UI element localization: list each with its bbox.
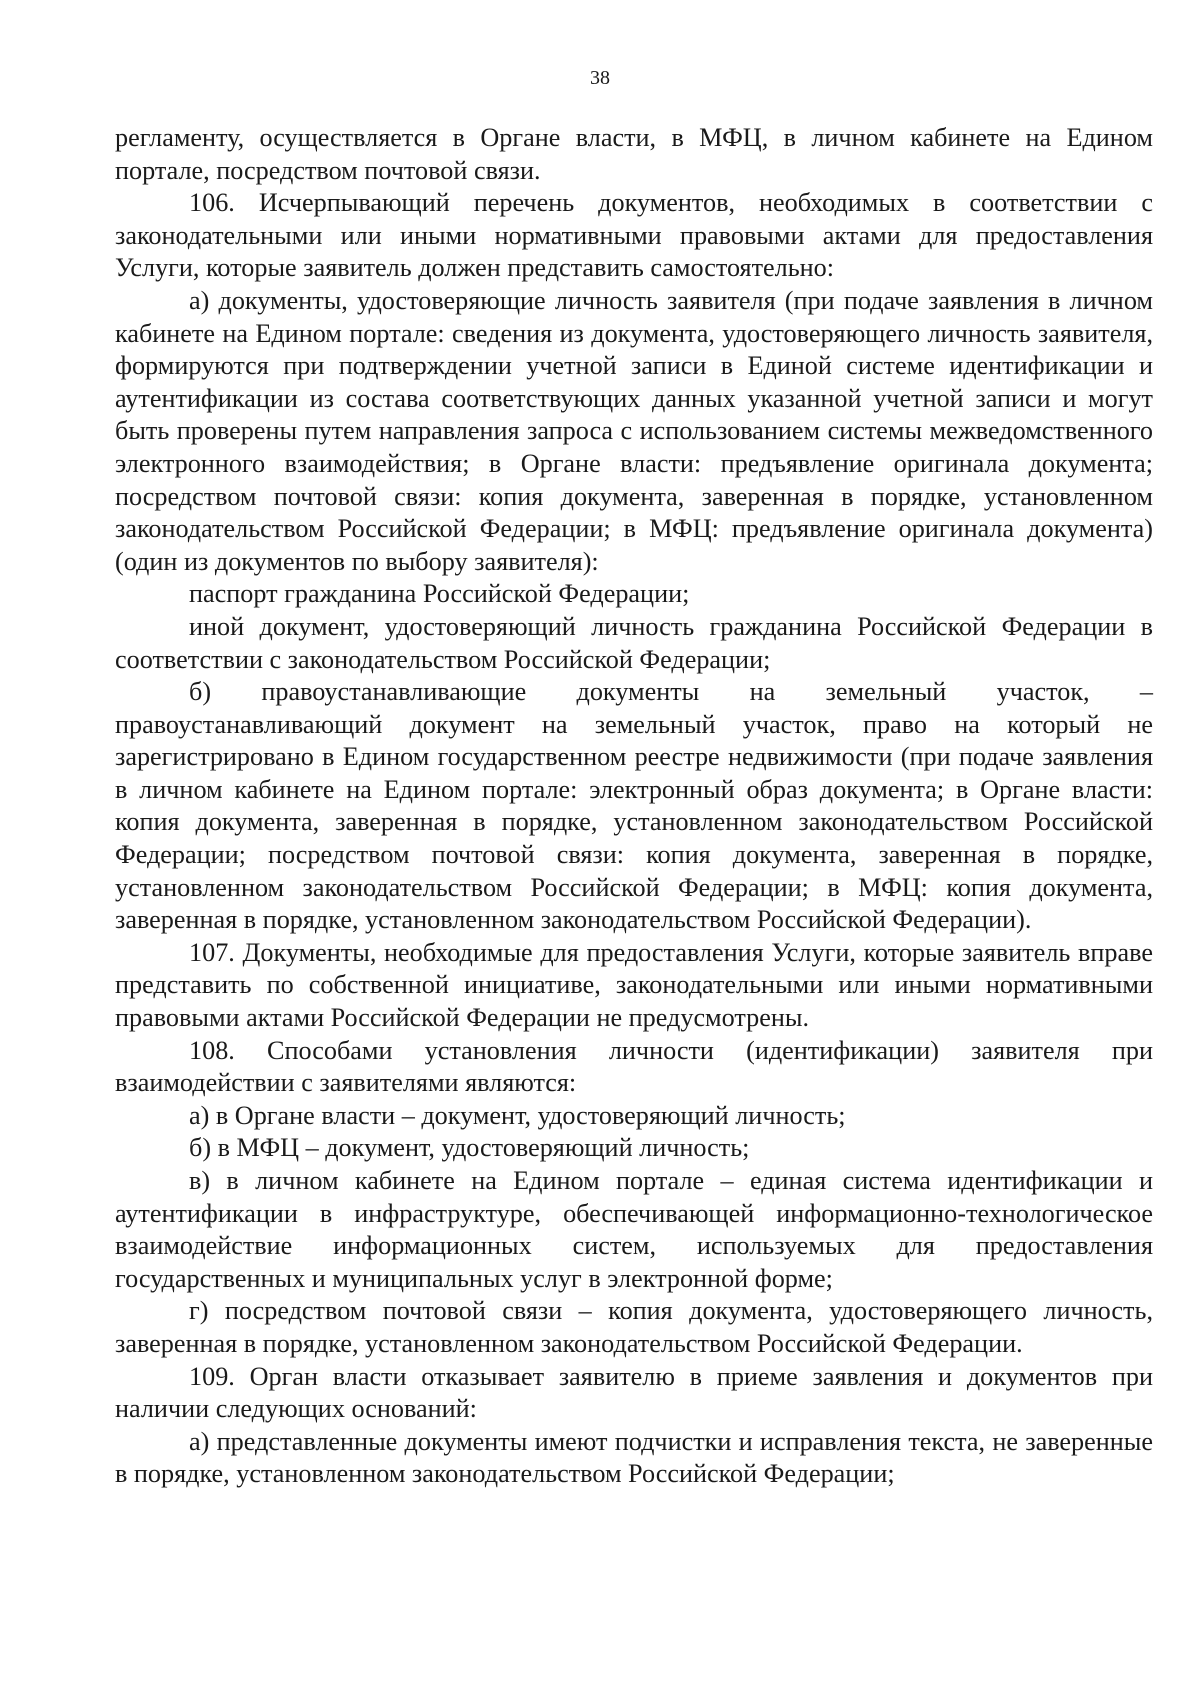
paragraph: иной документ, удостоверяющий личность гражданина Российской Федерации в соответствии с законодательством Российской Федерации;	[115, 611, 1153, 674]
paragraph: 107. Документы, необходимые для предоставления Услуги, которые заявитель вправе представить по собственной инициативе, законодательными или иными нормативными правовыми актами Российской Федерации не предусмотрены.	[115, 937, 1153, 1033]
paragraph: в) в личном кабинете на Едином портале – единая система идентификации и аутентификации в инфраструктуре, обеспечивающей информационно-технологическое взаимодействие информационных систем, используемых для предоставления государственных и муниципальных услуг в электронной форме;	[115, 1166, 1153, 1293]
paragraph: регламенту, осуществляется в Органе власти, в МФЦ, в личном кабинете на Едином портале, посредством почтовой связи.	[115, 123, 1153, 185]
paragraph: а) документы, удостоверяющие личность заявителя (при подаче заявления в личном кабинете на Едином портале: сведения из документа, удостоверяющего личность заявителя, формируются при подтверждении учетной записи в Единой системе идентификации и аутентификации из состава соответствующих данных указанной учетной записи и могут быть проверены путем направления запроса с использованием системы межведомственного электронного взаимодействия; в Органе власти: предъявление оригинала документа; посредством почтовой связи: копия документа, заверенная в порядке, установленном законодательством Российской Федерации; в МФЦ: предъявление оригинала документа) (один из документов по выбору заявителя):	[115, 285, 1153, 576]
paragraph: 109. Орган власти отказывает заявителю в приеме заявления и документов при наличии следующих оснований:	[115, 1361, 1153, 1424]
paragraph: а) в Органе власти – документ, удостоверяющий личность;	[189, 1100, 846, 1130]
page-number: 38	[590, 67, 610, 89]
paragraph: г) посредством почтовой связи – копия документа, удостоверяющего личность, заверенная в порядке, установленном законодательством Российской Федерации.	[115, 1296, 1153, 1358]
paragraph: а) представленные документы имеют подчистки и исправления текста, не заверенные в порядке, установленном законодательством Российской Федерации;	[115, 1426, 1153, 1489]
paragraph: б) правоустанавливающие документы на земельный участок, – правоустанавливающий документ на земельный участок, право на который не зарегистрировано в Едином государственном реестре недвижимости (при подаче заявления в личном кабинете на Едином портале: электронный образ документа; в Органе власти: копия документа, заверенная в порядке, установленном законодательством Российской Федерации; посредством почтовой связи: копия документа, заверенная в порядке, установленном законодательством Российской Федерации; в МФЦ: копия документа, заверенная в порядке, установленном законодательством Российской Федерации).	[115, 677, 1153, 935]
paragraph: 108. Способами установления личности (идентификации) заявителя при взаимодействии с заявителями являются:	[115, 1035, 1153, 1098]
paragraph: 106. Исчерпывающий перечень документов, необходимых в соответствии с законодательными или иными нормативными правовыми актами для предоставления Услуги, которые заявитель должен представить самостоятельно:	[115, 188, 1153, 283]
paragraph: паспорт гражданина Российской Федерации;	[189, 579, 690, 609]
document-body	[115, 122, 1153, 1491]
paragraph: б) в МФЦ – документ, удостоверяющий личность;	[189, 1133, 750, 1163]
